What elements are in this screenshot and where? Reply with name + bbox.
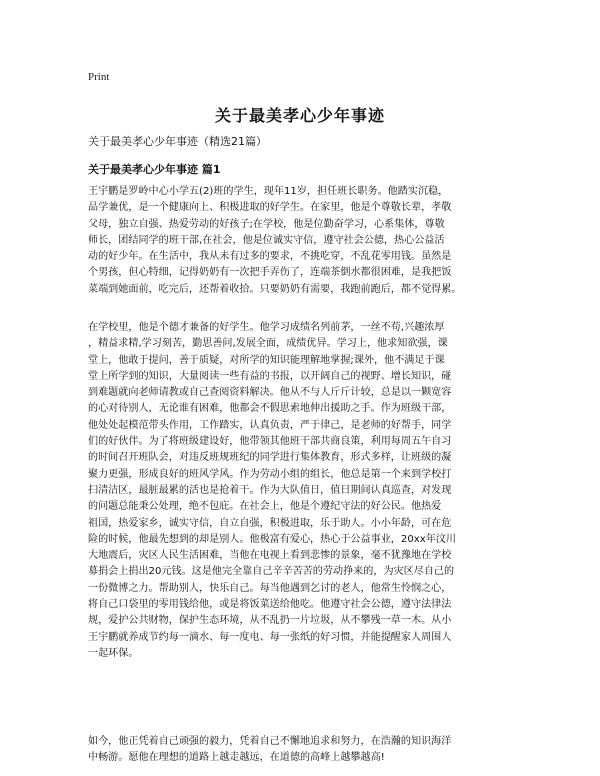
print-link[interactable]: Print (88, 71, 110, 83)
section-heading: 关于最美孝心少年事迹 篇1 (88, 163, 221, 176)
document-title: 关于最美孝心少年事迹 (214, 106, 385, 125)
paragraph-3: 如今，他正凭着自己顽强的毅力，凭着自己不懈地追求和努力，在浩瀚的知识海洋 中畅游。愿他在理想的道路上越走越远，在道德的高峰上越攀越高! (88, 736, 452, 764)
paragraph-1: 王宇鹏是罗岭中心小学五(2)班的学生，现年11岁，担任班长职务。他踏实沉稳， 品学兼优，是一个健康向上、积极进取的好学生。在家里，他是个尊敬长辈，孝敬 父母，独立自强、热爱劳动的好孩子;在学校，他是位勤奋学习，心系集体，尊敬 师长，团结同学的班干部,在社会，他是位诚实守信，遵守社会公德，热心公益活 动的好少年。在生活中，我从未有过多的要求，不挑吃穿，不乱花零用钱。虽然是 个男孩，但心特细，记得奶奶有一次把手弄伤了，连端茶倒水都很困难，是我把饭 菜端到她面前，吃完后，还帮着收拾。只要奶奶有需要，我跑前跑后，都不觉得累。 (88, 186, 462, 295)
document-subtitle: 关于最美孝心少年事迹（精选21篇） (88, 135, 267, 148)
paragraph-2: 在学校里，他是个德才兼备的好学生。他学习成绩名列前茅，一丝不苟,兴趣浓厚 ，精益求精,学习刻苦，勤思善问,发展全面，成绩优异。学习上，他求知欲强，课 堂上，他敢于提问，善于质疑，对所学的知识能理解地掌握;课外，他不满足于课 堂上所学到的知识，大量阅读一些有益的书报，以开阔自己的视野、增长知识，碰 到难题就向老师请教或自己查阅资料解决。他从不与人斤斤计较，总是以一颗宽容 的心对待别人，无论谁有困难，他都会不假思索地伸出援助之手。作为班级干部， 他处处起模范带头作用，工作踏实，认真负责，严于律己，是老师的好帮手，同学 们的好伙伴。为了将班级建设好，他带领其他班干部共商良策，利用每周五午自习 的时间召开班队会，对违反班规班纪的同学进行集体教育，形式多样，让班级的凝 聚力更强，形成良好的班风学风。作为劳动小组的组长，他总是第一个来到学校打 扫清洁区，最脏最累的活也是抢着干。作为大队值日，值日期间认真巡查，对发现 的问题总能秉公处理，绝不包庇。在社会上，他是个遵纪守法的好公民。他热爱 祖国，热爱家乡，诚实守信，自立自强，积极进取，乐于助人。小小年龄，可在危 险的时候，他最先想到的却是别人。他极富有爱心，热心于公益事业，20xx年汶川 大地震后，灾区人民生活困难，当他在电视上看到悲惨的景象，毫不犹豫地在学校 募捐会上捐出20元钱。这是他完全靠自己辛辛苦苦的劳动挣来的，为灾区尽自己的 一份微博之力。帮助别人，快乐自己。每当他遇到乞讨的老人，他常生怜悯之心， 将自己口袋里的零用钱给他，或是将饭菜送给他吃。他遵守社会公德，遵守法律法 规，爱护公共财物，保护生态环境，从不乱扔一片垃圾，从不攀残一草一木。从小 王宇鹏就养成节约每一滴水、每一度电、每一张纸的好习惯，并能提醒家人周围人 一起环保。 (88, 322, 456, 659)
